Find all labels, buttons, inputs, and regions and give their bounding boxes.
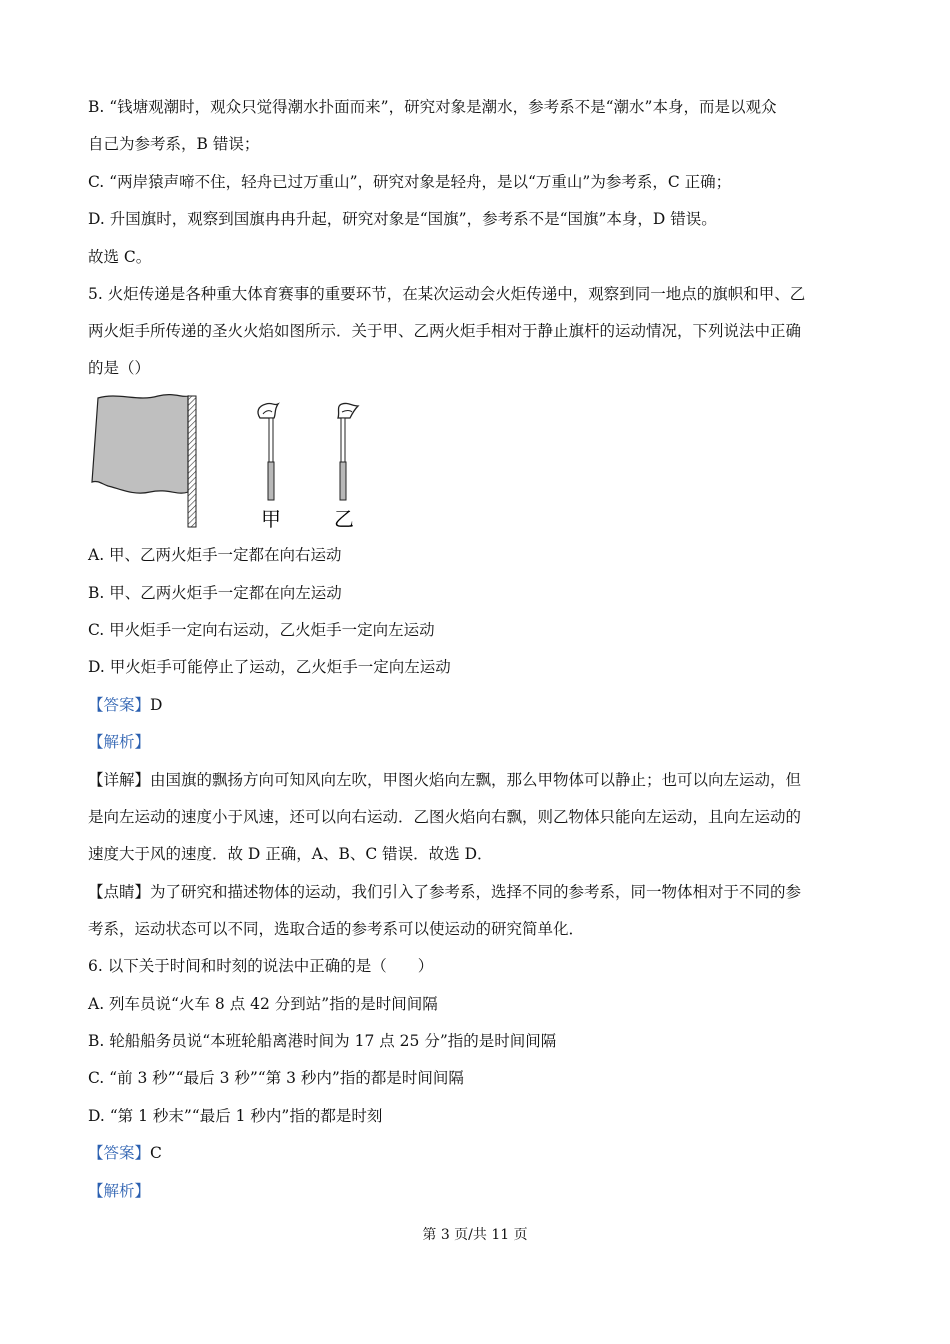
label-jia: 甲 [261, 507, 281, 531]
q6-answer [88, 1143, 162, 1163]
q5-analysis-heading [88, 732, 150, 752]
flagpole [188, 396, 196, 527]
q5-stem-line1: 5. 火炬传递是各种重大体育赛事的重要环节，在某次运动会火炬传递中，观察到同一地点的旗帜和甲、乙 [88, 285, 806, 303]
answer-value: C [150, 1144, 162, 1162]
q5-option-b: B. 甲、乙两火炬手一定都在向左运动 [88, 584, 342, 602]
q4-option-d-analysis: D. 升国旗时，观察到国旗冉冉升起，研究对象是“国旗”，参考系不是“国旗”本身，D 错误。 [88, 210, 717, 228]
comment-text: 为了研究和描述物体的运动，我们引入了参考系，选择不同的参考系，同一物体相对于不同的参 [150, 883, 802, 901]
q4-option-b-analysis-line1: B. “钱塘观潮时，观众只觉得潮水扑面而来”，研究对象是潮水，参考系不是“潮水”本身，而是以观众 [88, 98, 777, 116]
page-footer: 第 3 页/共 11 页 [422, 1227, 528, 1243]
q4-option-b-analysis-line2: 自己为参考系，B 错误； [88, 135, 260, 153]
q5-detail-line1 [88, 770, 801, 790]
detail-text: 由国旗的飘扬方向可知风向左吹，甲图火焰向左飘，那么甲物体可以静止；也可以向左运动，但 [150, 771, 802, 789]
q6-option-c: C. “前 3 秒”“最后 3 秒”“第 3 秒内”指的都是时间间隔 [88, 1069, 464, 1087]
analysis-tag: 【解析】 [88, 733, 151, 751]
flag-cloth [92, 395, 188, 494]
label-yi: 乙 [334, 507, 354, 531]
flag-and-torches-diagram [88, 392, 388, 532]
q4-conclusion: 故选 C。 [88, 248, 152, 266]
q5-option-d: D. 甲火炬手可能停止了运动，乙火炬手一定向左运动 [88, 658, 451, 676]
answer-value: D [150, 696, 163, 714]
analysis-tag: 【解析】 [88, 1182, 151, 1200]
q6-option-a: A. 列车员说“火车 8 点 42 分到站”指的是时间间隔 [88, 995, 438, 1013]
q6-option-d: D. “第 1 秒末”“最后 1 秒内”指的都是时刻 [88, 1107, 383, 1125]
q5-detail-line3: 速度大于风的速度．故 D 正确，A、B、C 错误．故选 D． [88, 845, 493, 863]
torch-jia [258, 403, 278, 500]
q6-stem: 6. 以下关于时间和时刻的说法中正确的是（ ） [88, 957, 434, 975]
answer-tag: 【答案】 [88, 696, 151, 714]
torch-yi [338, 403, 358, 500]
detail-tag: 【详解】 [88, 771, 151, 789]
q5-comment-line2: 考系，运动状态可以不同，选取合适的参考系可以使运动的研究简单化． [88, 920, 585, 938]
q6-analysis-heading [88, 1181, 150, 1201]
q5-answer [88, 695, 162, 715]
q4-option-c-analysis: C. “两岸猿声啼不住，轻舟已过万重山”，研究对象是轻舟，是以“万重山”为参考系，C 正确； [88, 173, 732, 191]
q5-stem-line2: 两火炬手所传递的圣火火焰如图所示．关于甲、乙两火炬手相对于静止旗杆的运动情况，下列说法中正确 [88, 322, 802, 340]
comment-tag: 【点睛】 [88, 883, 151, 901]
q5-stem-line3: 的是（） [88, 359, 151, 377]
q5-detail-line2: 是向左运动的速度小于风速，还可以向右运动．乙图火焰向右飘，则乙物体只能向左运动，且向左运动的 [88, 808, 802, 826]
q6-option-b: B. 轮船船务员说“本班轮船离港时间为 17 点 25 分”指的是时间间隔 [88, 1032, 557, 1050]
answer-tag: 【答案】 [88, 1144, 151, 1162]
q5-figure [88, 392, 388, 532]
q5-comment-line1 [88, 882, 801, 902]
q5-option-c: C. 甲火炬手一定向右运动，乙火炬手一定向左运动 [88, 621, 435, 639]
q5-option-a: A. 甲、乙两火炬手一定都在向右运动 [88, 546, 342, 564]
